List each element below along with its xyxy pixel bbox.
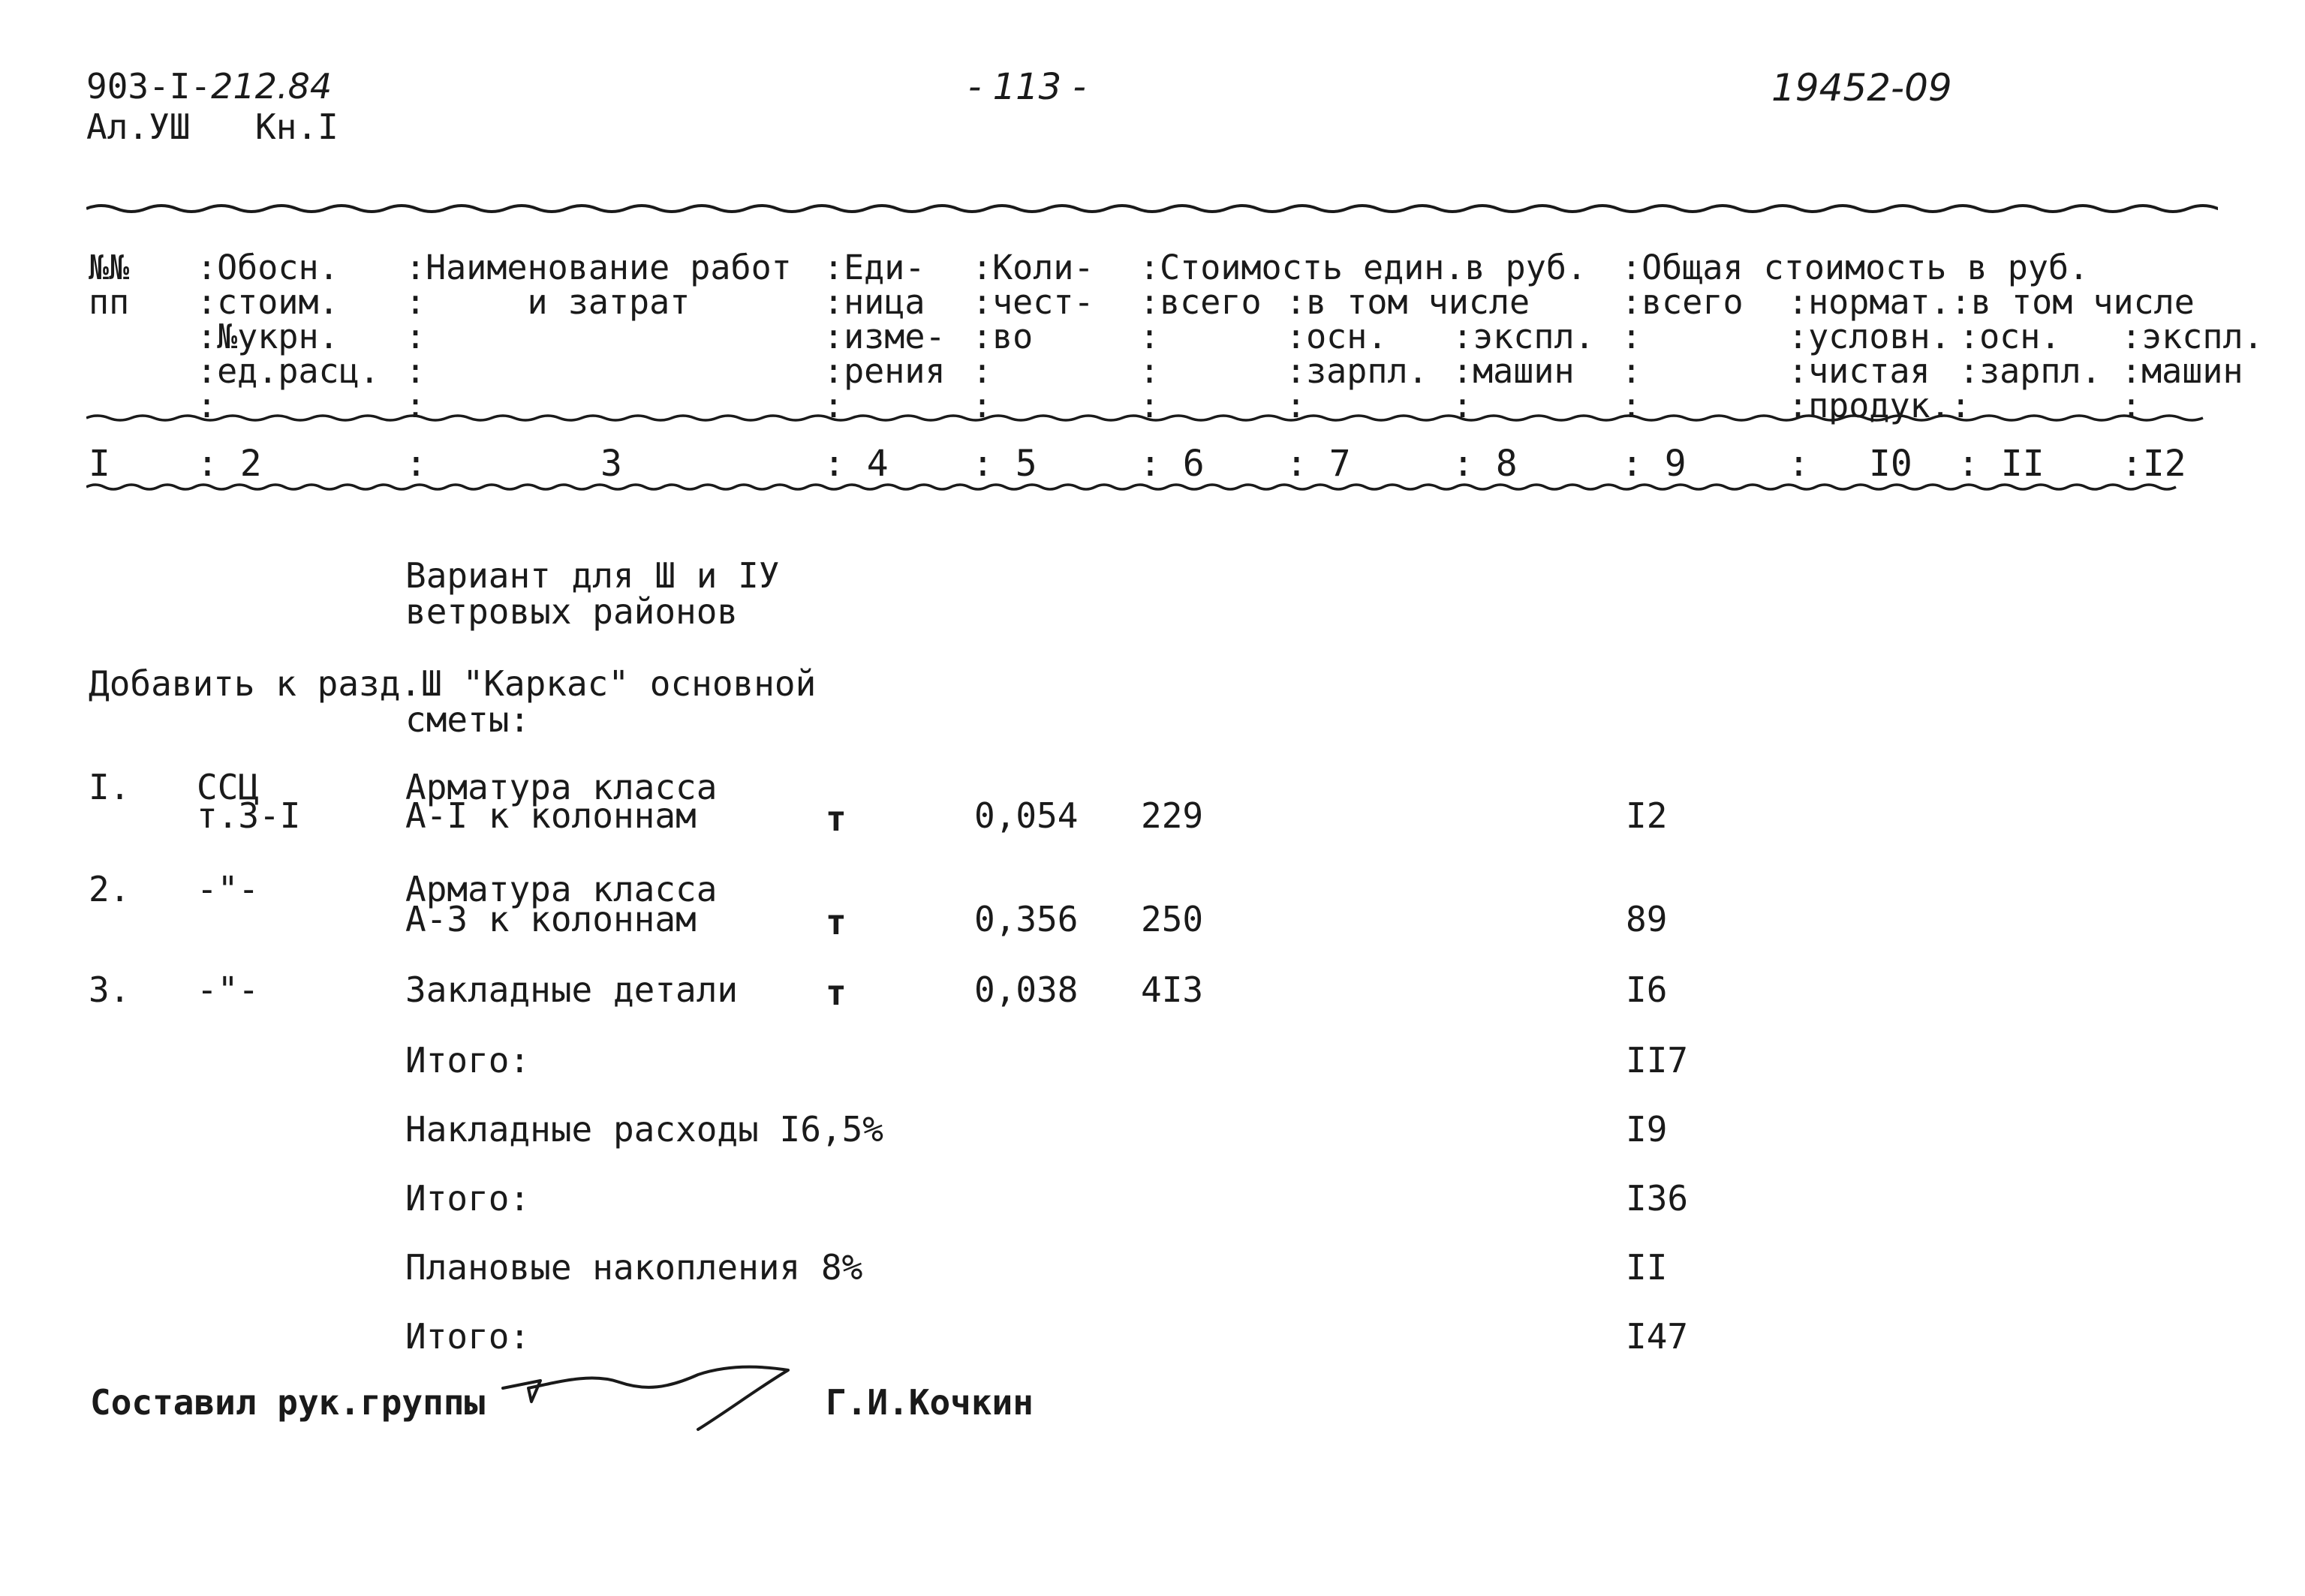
row-2-basis-line-1: -"- bbox=[197, 869, 260, 909]
col-number-10: I0 bbox=[1869, 443, 1912, 485]
add-instruction-line-1: Добавить к разд.Ш "Каркас" основной bbox=[89, 663, 817, 704]
summary-2-value: I9 bbox=[1626, 1109, 1668, 1150]
header-col-6: :Стоимость един.в руб. :всего : : : bbox=[1139, 248, 1587, 425]
row-3-name-line-1: Закладные детали bbox=[405, 969, 739, 1010]
row-3-unit-cost: 4I3 bbox=[1141, 969, 1204, 1010]
col-number-8: : 8 bbox=[1452, 443, 1518, 485]
row-3-basis-line-1: -"- bbox=[197, 969, 260, 1010]
col-number-5: : 5 bbox=[972, 443, 1037, 485]
col-number-7: : 7 bbox=[1286, 443, 1351, 485]
col-number-12: :I2 bbox=[2121, 443, 2186, 485]
row-2-number: 2. bbox=[89, 869, 131, 909]
col-number-3-sep: : bbox=[405, 443, 427, 485]
summary-3-value: I36 bbox=[1626, 1178, 1689, 1219]
row-2-quantity: 0,356 bbox=[974, 899, 1079, 939]
header-col-5: :Коли- :чест- :во : : bbox=[972, 248, 1094, 425]
summary-3-label: Итого: bbox=[405, 1178, 531, 1219]
header-col-3: :Наименование работ : и затрат : : : bbox=[405, 248, 792, 425]
row-3-unit: т bbox=[826, 972, 847, 1013]
header-col-4: :Еди- :ница :изме- :рения : bbox=[823, 248, 946, 425]
row-1-number: I. bbox=[89, 767, 131, 807]
row-1-basis-line-1: ССЦ bbox=[197, 767, 260, 807]
header-col-1: №№ пп bbox=[89, 248, 130, 322]
summary-5-value: I47 bbox=[1626, 1316, 1689, 1357]
row-3-number: 3. bbox=[89, 969, 131, 1010]
summary-5-label: Итого: bbox=[405, 1316, 531, 1357]
signature bbox=[495, 1358, 811, 1446]
doc-code-handwritten: 212.84 bbox=[211, 66, 333, 107]
row-2-name-line-2: А-3 к колоннам bbox=[405, 899, 697, 939]
row-3-total: I6 bbox=[1626, 969, 1668, 1010]
header-col-11: :осн. :зарпл. bbox=[1959, 317, 2102, 391]
row-2-name-line-1: Арматура класса bbox=[405, 869, 718, 909]
author-name: Г.И.Кочкин bbox=[826, 1382, 1034, 1423]
summary-2-label: Накладные расходы I6,5% bbox=[405, 1109, 883, 1150]
variant-title-line-1: Вариант для Ш и IУ bbox=[405, 555, 780, 596]
book-label: Кн.I bbox=[255, 107, 339, 147]
summary-1-value: II7 bbox=[1626, 1040, 1689, 1081]
header-col-9: :Общая стоимость в руб. :всего : : : bbox=[1621, 248, 2090, 425]
header-bottom-rule bbox=[86, 413, 2218, 423]
col-number-4: : 4 bbox=[823, 443, 889, 485]
row-3-quantity: 0,038 bbox=[974, 969, 1079, 1010]
row-1-total: I2 bbox=[1626, 795, 1668, 836]
doc-code-prefix: 903-I- bbox=[86, 66, 212, 107]
summary-1-label: Итого: bbox=[405, 1040, 531, 1081]
col-number-10-sep: : bbox=[1788, 443, 1810, 485]
row-1-name-line-2: А-I к колоннам bbox=[405, 795, 697, 836]
doc-number: 19452-09 bbox=[1771, 66, 1952, 110]
header-col-12: :экспл. :машин : bbox=[2121, 317, 2264, 425]
row-1-name-line-1: Арматура класса bbox=[405, 767, 718, 807]
summary-4-label: Плановые накопления 8% bbox=[405, 1247, 863, 1288]
col-number-1: I bbox=[89, 443, 110, 485]
composed-by-label: Составил рук.группы bbox=[90, 1382, 486, 1423]
col-number-11: : II bbox=[1957, 443, 2045, 485]
row-1-unit: т bbox=[826, 798, 847, 839]
header-col-8: :экспл. :машин : bbox=[1452, 317, 1595, 425]
page-number: - 113 - bbox=[968, 66, 1086, 108]
doc-code bbox=[86, 66, 333, 107]
col-numbers-rule bbox=[86, 482, 2218, 492]
col-number-3: 3 bbox=[600, 443, 622, 485]
row-2-total: 89 bbox=[1626, 899, 1668, 939]
album-label: Ал.УШ bbox=[86, 107, 191, 147]
row-1-quantity: 0,054 bbox=[974, 795, 1079, 836]
header-col-2: :Обосн. :стоим. :№укрн. :ед.расц. : bbox=[197, 248, 380, 425]
add-instruction-line-2: сметы: bbox=[405, 699, 531, 740]
row-2-unit: т bbox=[826, 902, 847, 942]
row-1-basis-line-2: т.3-I bbox=[197, 795, 301, 836]
variant-title-line-2: ветровых районов bbox=[405, 591, 739, 632]
col-number-6: : 6 bbox=[1139, 443, 1205, 485]
header-col-10: :нормат.:в том числе :условн. :чистая :продук.: bbox=[1788, 282, 2195, 425]
row-1-unit-cost: 229 bbox=[1141, 795, 1204, 836]
col-number-2: : 2 bbox=[197, 443, 262, 485]
row-2-unit-cost: 250 bbox=[1141, 899, 1204, 939]
summary-4-value: II bbox=[1626, 1247, 1668, 1288]
header-col-7: :в том числе :осн. :зарпл. : bbox=[1286, 282, 1530, 425]
col-number-9: : 9 bbox=[1621, 443, 1687, 485]
table-top-rule bbox=[86, 203, 2218, 215]
